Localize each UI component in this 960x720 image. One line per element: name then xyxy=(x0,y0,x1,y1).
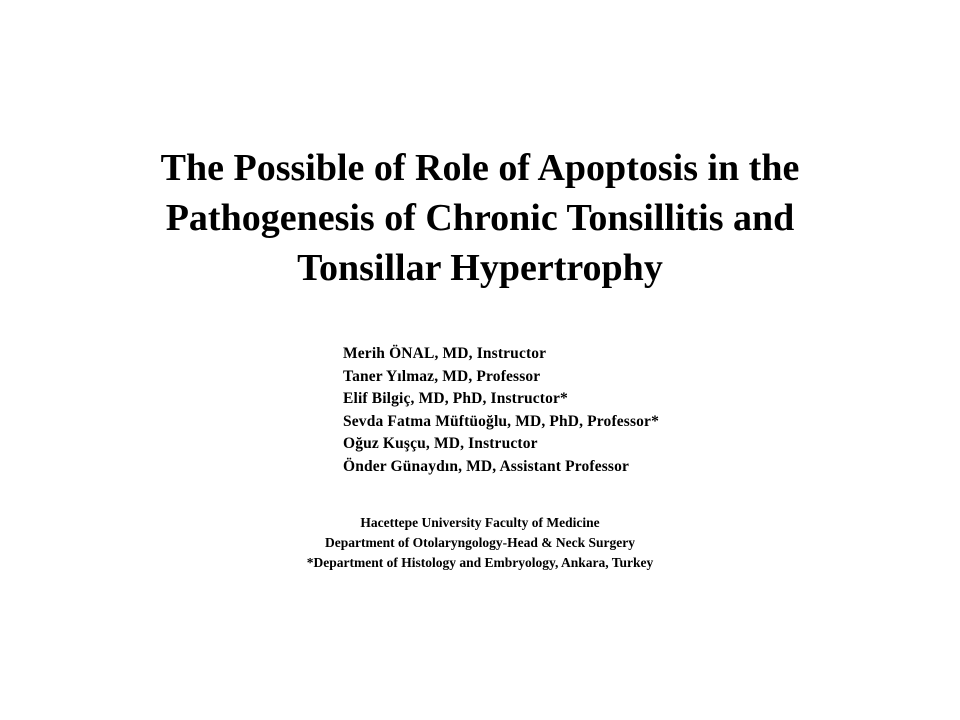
affiliation-line: *Department of Histology and Embryology, Ankara, Turkey xyxy=(306,555,654,570)
author-line: Sevda Fatma Müftüoğlu, MD, PhD, Professor* xyxy=(343,412,659,430)
author-line: Oğuz Kuşçu, MD, Instructor xyxy=(343,435,538,452)
title-line-1: The Possible of Role of Apoptosis in the xyxy=(160,147,800,189)
author-line: Önder Günaydın, MD, Assistant Professor xyxy=(343,457,630,475)
title-line-2: Pathogenesis of Chronic Tonsillitis and xyxy=(165,197,795,239)
affiliation-line: Hacettepe University Faculty of Medicine xyxy=(360,515,600,530)
author-list xyxy=(343,343,863,478)
author-line: Elif Bilgiç, MD, PhD, Instructor* xyxy=(343,390,568,407)
affiliation-line: Department of Otolaryngology-Head & Neck Surgery xyxy=(324,535,636,550)
slide-title xyxy=(60,143,900,293)
author-line: Taner Yılmaz, MD, Professor xyxy=(343,367,541,385)
affiliation-block xyxy=(180,513,780,573)
author-line: Merih ÖNAL, MD, Instructor xyxy=(343,345,547,362)
title-line-3: Tonsillar Hypertrophy xyxy=(297,247,663,289)
